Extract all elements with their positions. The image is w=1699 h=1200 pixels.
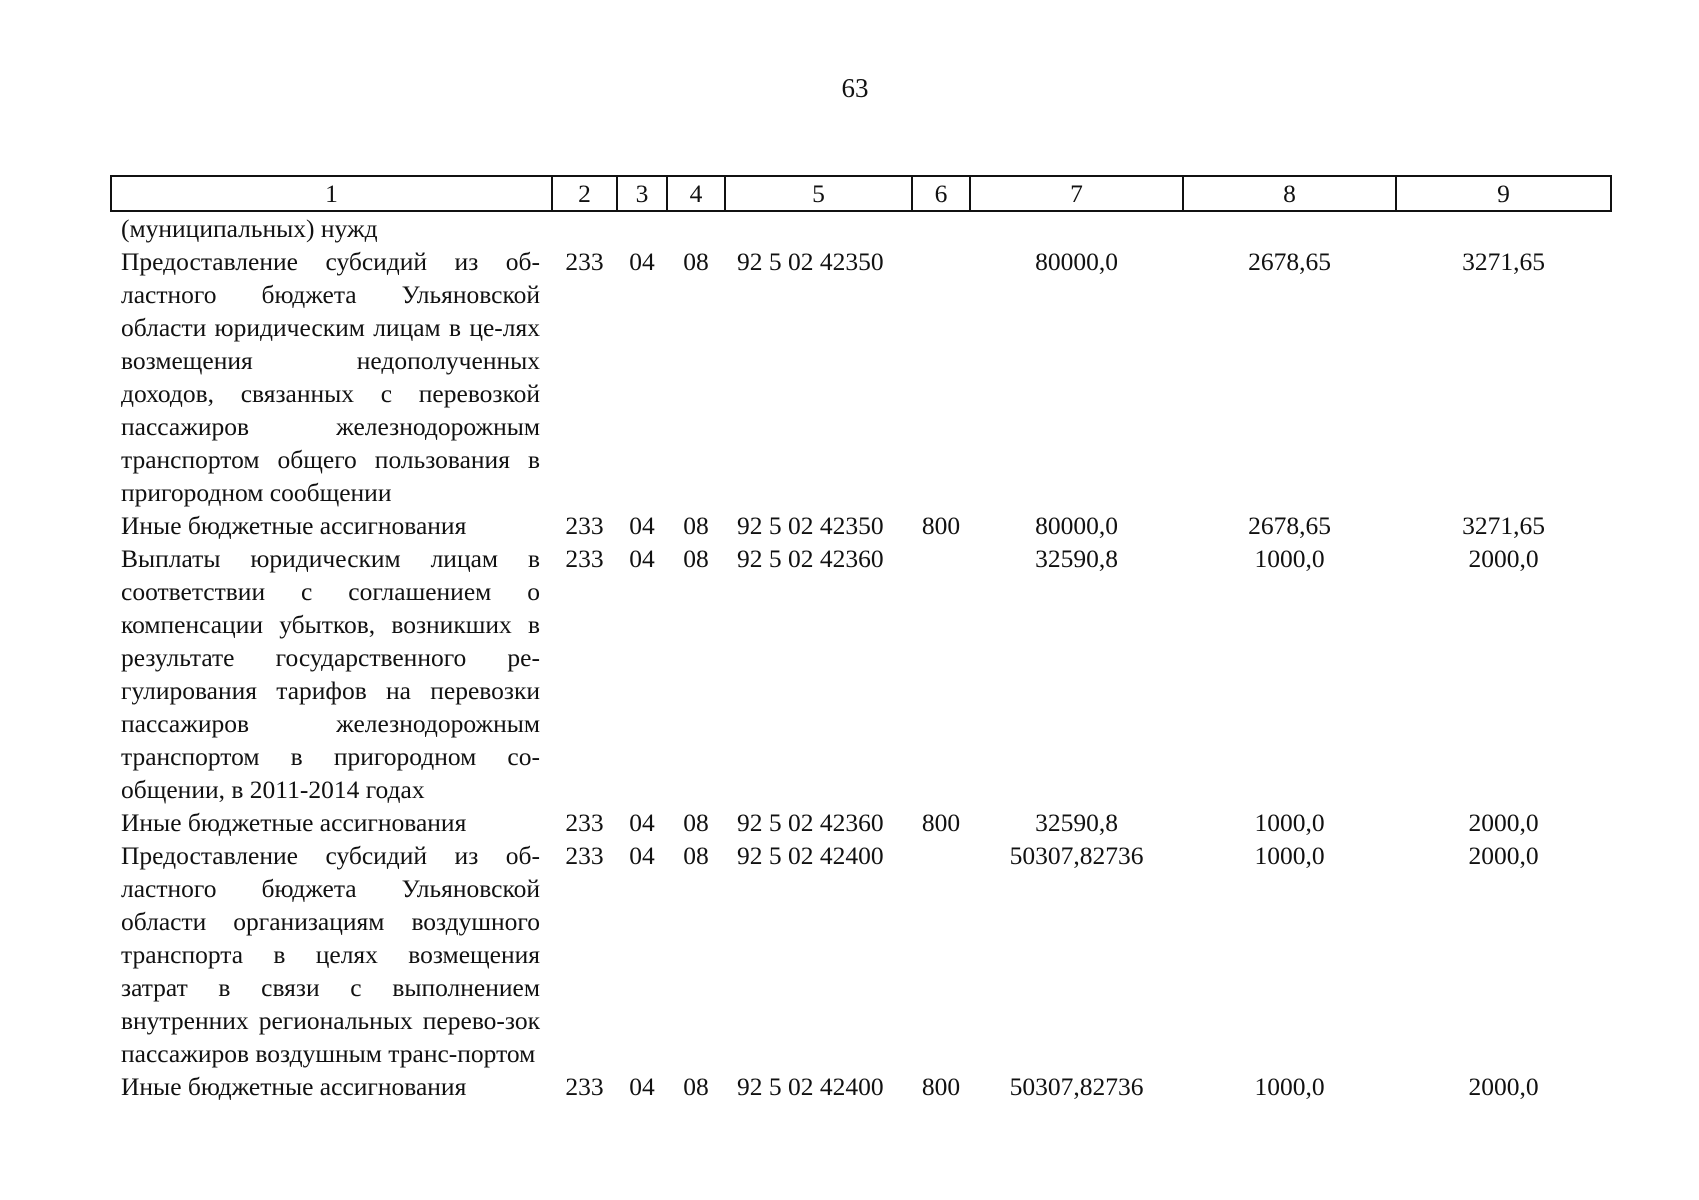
cell-col-6 bbox=[912, 211, 970, 245]
cell-col-8: 1000,0 bbox=[1254, 544, 1325, 573]
cell-col-6 bbox=[912, 542, 970, 806]
cell-col-7 bbox=[970, 211, 1183, 245]
cell-col-8: 1000,0 bbox=[1254, 808, 1325, 837]
table-body bbox=[111, 211, 1611, 1103]
table-row bbox=[111, 245, 1611, 509]
cell-col-7: 50307,82736 bbox=[1009, 1072, 1144, 1101]
column-header-5: 5 bbox=[725, 176, 912, 211]
cell-col-4: 08 bbox=[683, 544, 709, 573]
cell-col-3: 04 bbox=[629, 511, 655, 540]
row-description: Иные бюджетные ассигнования bbox=[121, 511, 467, 540]
table-header-row bbox=[111, 176, 1611, 211]
table-row bbox=[111, 542, 1611, 806]
cell-col-2: 233 bbox=[565, 841, 604, 870]
cell-col-9: 2000,0 bbox=[1468, 1072, 1539, 1101]
cell-col-9: 3271,65 bbox=[1462, 511, 1545, 540]
column-header-8: 8 bbox=[1183, 176, 1396, 211]
cell-col-3: 04 bbox=[629, 544, 655, 573]
cell-col-2: 233 bbox=[565, 1072, 604, 1101]
table-row bbox=[111, 806, 1611, 839]
row-description: (муниципальных) нужд bbox=[121, 214, 378, 243]
table-row bbox=[111, 839, 1611, 1070]
cell-col-6: 800 bbox=[921, 808, 961, 837]
cell-col-6 bbox=[912, 839, 970, 1070]
budget-table bbox=[110, 175, 1612, 1103]
cell-col-8: 2678,65 bbox=[1248, 511, 1331, 540]
row-description: Иные бюджетные ассигнования bbox=[121, 1072, 467, 1101]
cell-col-8: 2678,65 bbox=[1248, 247, 1331, 276]
column-header-9: 9 bbox=[1396, 176, 1611, 211]
budget-table-container bbox=[110, 175, 1610, 1103]
cell-col-2: 233 bbox=[565, 247, 604, 276]
cell-col-8 bbox=[1183, 211, 1396, 245]
cell-col-3: 04 bbox=[629, 808, 655, 837]
cell-col-8: 1000,0 bbox=[1254, 841, 1325, 870]
cell-col-2: 233 bbox=[565, 808, 604, 837]
cell-col-5 bbox=[725, 211, 912, 245]
cell-col-9: 2000,0 bbox=[1468, 808, 1539, 837]
row-description: Предоставление субсидий из об-ластного бюджета Ульяновской области юридическим лицам в це-лях возмещения недополученных доходов, связанных с перевозкой пассажиров железнодорожным транспортом общего пользования в пригородном сообщении bbox=[121, 247, 540, 507]
cell-col-7: 32590,8 bbox=[1035, 808, 1118, 837]
cell-col-3: 04 bbox=[629, 247, 655, 276]
table-row bbox=[111, 211, 1611, 245]
cell-col-4: 08 bbox=[683, 511, 709, 540]
table-row bbox=[111, 509, 1611, 542]
cell-col-6 bbox=[912, 245, 970, 509]
cell-col-5: 92 5 02 42350 bbox=[737, 511, 884, 540]
column-header-4: 4 bbox=[667, 176, 725, 211]
cell-col-4: 08 bbox=[683, 808, 709, 837]
cell-col-2: 233 bbox=[565, 544, 604, 573]
column-header-7: 7 bbox=[970, 176, 1183, 211]
row-description: Иные бюджетные ассигнования bbox=[121, 808, 467, 837]
cell-col-6: 800 bbox=[921, 511, 961, 540]
cell-col-9: 2000,0 bbox=[1468, 841, 1539, 870]
row-description: Предоставление субсидий из об-ластного бюджета Ульяновской области организациям воздушного транспорта в целях возмещения затрат в связи с выполнением внутренних региональных перево-зок пассажиров воздушным транс-портом bbox=[121, 841, 540, 1068]
cell-col-5: 92 5 02 42360 bbox=[737, 808, 884, 837]
column-header-1: 1 bbox=[111, 176, 552, 211]
cell-col-2: 233 bbox=[565, 511, 604, 540]
cell-col-3 bbox=[617, 211, 667, 245]
cell-col-7: 80000,0 bbox=[1035, 511, 1118, 540]
column-header-6: 6 bbox=[912, 176, 970, 211]
cell-col-5: 92 5 02 42400 bbox=[737, 841, 884, 870]
column-header-3: 3 bbox=[617, 176, 667, 211]
cell-col-4: 08 bbox=[683, 1072, 709, 1101]
cell-col-6: 800 bbox=[921, 1072, 961, 1101]
cell-col-4 bbox=[667, 211, 725, 245]
table-header bbox=[111, 176, 1611, 211]
cell-col-9 bbox=[1396, 211, 1611, 245]
cell-col-5: 92 5 02 42400 bbox=[737, 1072, 884, 1101]
cell-col-9: 2000,0 bbox=[1468, 544, 1539, 573]
cell-col-5: 92 5 02 42360 bbox=[737, 544, 884, 573]
page-number: 63 bbox=[841, 73, 869, 103]
cell-col-2 bbox=[552, 211, 617, 245]
cell-col-7: 80000,0 bbox=[1035, 247, 1118, 276]
cell-col-4: 08 bbox=[683, 247, 709, 276]
cell-col-3: 04 bbox=[629, 1072, 655, 1101]
cell-col-4: 08 bbox=[683, 841, 709, 870]
cell-col-7: 50307,82736 bbox=[1009, 841, 1144, 870]
row-description: Выплаты юридическим лицам в соответствии с соглашением о компенсации убытков, возникших в результате государственного ре-гулирования тарифов на перевозки пассажиров железнодорожным транспортом в пригородном со-общении, в 2011-2014 годах bbox=[121, 544, 540, 804]
cell-col-5: 92 5 02 42350 bbox=[737, 247, 884, 276]
column-header-2: 2 bbox=[552, 176, 617, 211]
table-row bbox=[111, 1070, 1611, 1103]
cell-col-8: 1000,0 bbox=[1254, 1072, 1325, 1101]
cell-col-7: 32590,8 bbox=[1035, 544, 1118, 573]
cell-col-3: 04 bbox=[629, 841, 655, 870]
cell-col-9: 3271,65 bbox=[1462, 247, 1545, 276]
